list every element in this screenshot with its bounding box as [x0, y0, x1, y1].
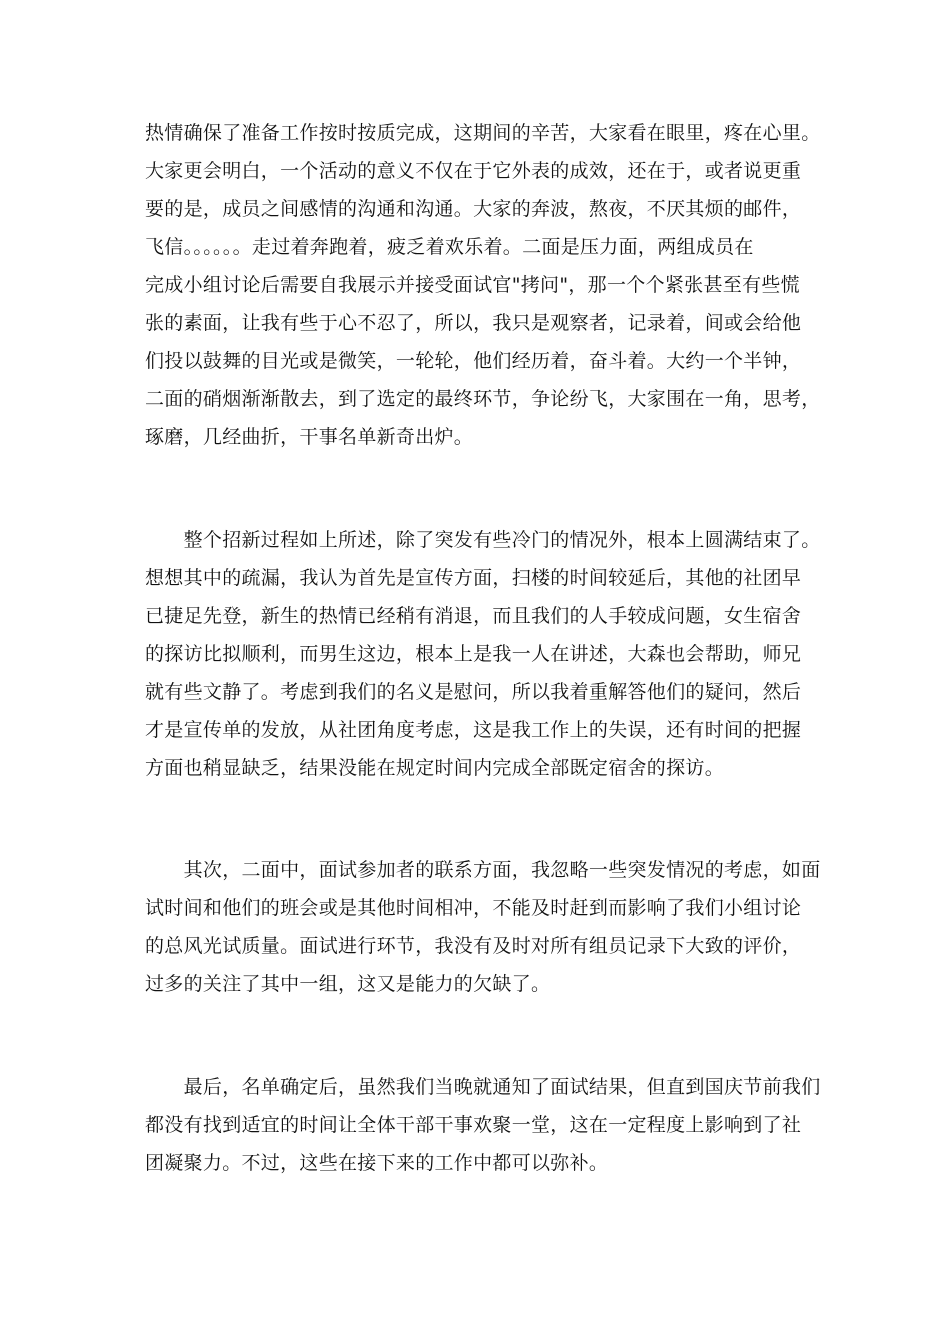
text-line: 张的素面，让我有些于心不忍了，所以，我只是观察者，记录着，间或会给他 — [145, 312, 802, 334]
text-line: 就有些文静了。考虑到我们的名义是慰问，所以我着重解答他们的疑问，然后 — [145, 681, 802, 703]
text-line: 要的是，成员之间感情的沟通和沟通。大家的奔波，熬夜，不厌其烦的邮件， — [145, 198, 802, 220]
text-line: 过多的关注了其中一组，这又是能力的欠缺了。 — [145, 973, 551, 995]
text-line: 大家更会明白，一个活动的意义不仅在于它外表的成效，还在于，或者说更重 — [145, 160, 802, 182]
text-line: 热情确保了准备工作按时按质完成，这期间的辛苦，大家看在眼里，疼在心里。 — [145, 122, 821, 144]
text-line: 的总风光试质量。面试进行环节，我没有及时对所有组员记录下大致的评价， — [145, 935, 802, 957]
text-line: 飞信。。。。。。走过着奔跑着，疲乏着欢乐着。二面是压力面，两组成员在 — [145, 236, 754, 258]
text-line: 整个招新过程如上所述，除了突发有些冷门的情况外，根本上圆满结束了。 — [145, 529, 821, 551]
text-line: 最后，名单确定后，虽然我们当晚就通知了面试结果，但直到国庆节前我们 — [145, 1076, 821, 1098]
text-line: 的探访比拟顺利，而男生这边，根本上是我一人在讲述，大森也会帮助，师兄 — [145, 643, 802, 665]
text-line: 方面也稍显缺乏，结果没能在规定时间内完成全部既定宿舍的探访。 — [145, 757, 725, 779]
text-line: 才是宣传单的发放，从社团角度考虑，这是我工作上的失误，还有时间的把握 — [145, 719, 802, 741]
text-line: 们投以鼓舞的目光或是微笑，一轮轮，他们经历着，奋斗着。大约一个半钟， — [145, 350, 802, 372]
text-line: 都没有找到适宜的时间让全体干部干事欢聚一堂，这在一定程度上影响到了社 — [145, 1114, 802, 1136]
text-line: 团凝聚力。不过，这些在接下来的工作中都可以弥补。 — [145, 1152, 609, 1174]
text-line: 琢磨，几经曲折，干事名单新奇出炉。 — [145, 426, 474, 448]
text-line: 完成小组讨论后需要自我展示并接受面试官"拷问"，那一个个紧张甚至有些慌 — [145, 274, 800, 296]
text-line: 二面的硝烟渐渐散去，到了选定的最终环节，争论纷飞，大家围在一角，思考， — [145, 388, 821, 410]
text-line: 已捷足先登，新生的热情已经稍有消退，而且我们的人手较成问题，女生宿舍 — [145, 605, 802, 627]
text-line: 想想其中的疏漏，我认为首先是宣传方面，扫楼的时间较延后，其他的社团早 — [145, 567, 802, 589]
text-line: 其次，二面中，面试参加者的联系方面，我忽略一些突发情况的考虑，如面 — [145, 859, 821, 881]
text-line: 试时间和他们的班会或是其他时间相冲，不能及时赶到而影响了我们小组讨论 — [145, 897, 802, 919]
